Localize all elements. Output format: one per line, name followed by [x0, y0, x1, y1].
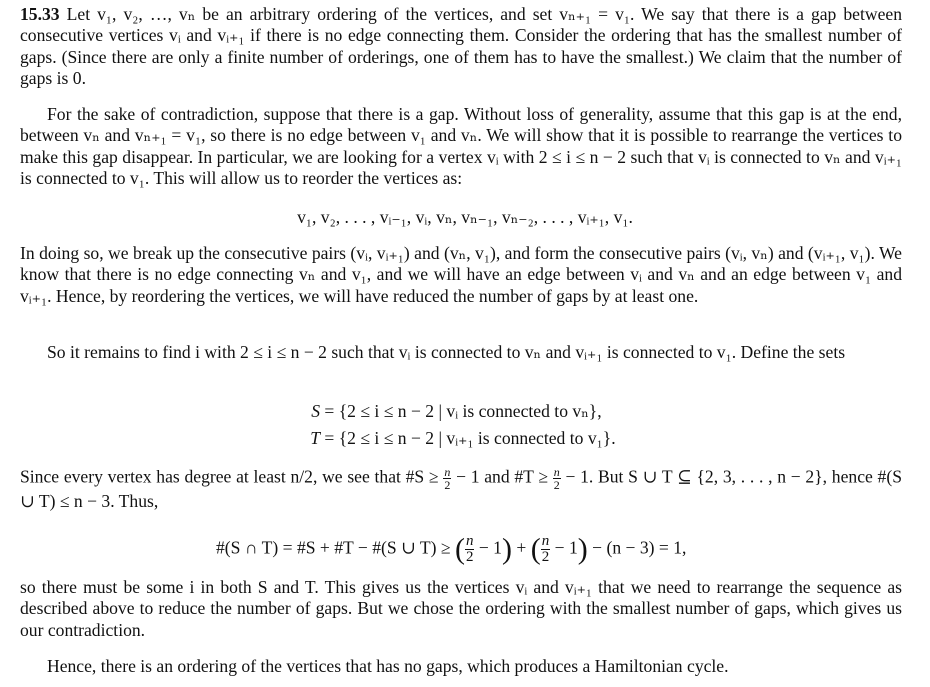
- fraction-n-over-2: [541, 534, 551, 565]
- paragraph-contradiction: For the sake of contradiction, suppose that there is a gap. Without loss of generality, assume that this gap is at the end, between vₙ and vₙ₊₁ = v₁, so there is no edge between v₁ and vₙ. We will show that it is possible to rearrange the vertices to make this gap disappear. In particular, we are looking for a vertex vᵢ with 2 ≤ i ≤ n − 2 such that vᵢ is connected to vₙ and vᵢ₊₁ is connected to v₁. This will allow us to reorder the vertices as:: [20, 104, 902, 189]
- fraction-numerator: n: [541, 533, 550, 549]
- fraction-numerator: n: [465, 533, 474, 549]
- fraction-numerator: n: [553, 465, 560, 479]
- fraction-denominator: 2: [444, 478, 451, 492]
- paragraph-break-pairs: In doing so, we break up the consecutive pairs (vᵢ, vᵢ₊₁) and (vₙ, v₁), and form the consecutive pairs (vᵢ, vₙ) and (vᵢ₊₁, v₁). We know that there is no edge connecting vₙ and v₁, and we will have an edge between vᵢ and vₙ and an edge between v₁ and vᵢ₊₁. Hence, by reordering the vertices, we will have reduced the number of gaps by at least one.: [20, 243, 902, 306]
- set-T-definition: [296, 428, 616, 449]
- set-S-definition: [296, 401, 602, 422]
- degree-bound-text-c: − 1. But S ∪ T ⊆ {2, 3, . . . , n − 2}, hence #(S ∪ T) ≤ n − 3. Thus,: [20, 466, 902, 511]
- right-paren: ): [501, 532, 512, 566]
- fraction-n-over-2: [553, 466, 561, 491]
- fraction-n-over-2: [465, 534, 475, 565]
- term1-tail: − 1: [478, 537, 502, 558]
- intersection-inequality: [216, 534, 686, 565]
- degree-bound-text-b: − 1 and #T ≥: [456, 466, 548, 487]
- set-T-body: = {2 ≤ i ≤ n − 2 | vᵢ₊₁ is connected to v₁}.: [324, 428, 616, 448]
- fraction-denominator: 2: [553, 478, 560, 492]
- reordered-sequence: v₁, v₂, . . . , vᵢ₋₁, vᵢ, vₙ, vₙ₋₁, vₙ₋₂, . . . , vᵢ₊₁, v₁.: [297, 207, 633, 227]
- paragraph-define-sets: So it remains to find i with 2 ≤ i ≤ n − 2 such that vᵢ is connected to vₙ and vᵢ₊₁ is connected to v₁. Define the sets: [47, 342, 846, 362]
- paragraph-intro-text: Let v₁, v₂, …, vₙ be an arbitrary ordering of the vertices, and set vₙ₊₁ = v₁. We say that there is a gap between consecutive vertices vᵢ and vᵢ₊₁ if there is no edge connecting them. Consider the ordering that has the smallest number of gaps. (Since there are only a finite number of orderings, one of them has to have the smallest.) We claim that the number of gaps is 0.: [20, 4, 902, 89]
- left-paren: (: [454, 532, 465, 566]
- set-T-symbol: T: [310, 428, 320, 448]
- fraction-numerator: n: [444, 465, 451, 479]
- inequality-lhs: #(S ∩ T) = #S + #T − #(S ∪ T) ≥: [216, 537, 451, 558]
- paragraph-intro: [20, 4, 902, 90]
- paragraph-final: Hence, there is an ordering of the vertices that has no gaps, which produces a Hamiltonian cycle.: [47, 656, 729, 676]
- right-paren: ): [577, 532, 588, 566]
- degree-bound-text-a: Since every vertex has degree at least n/2, we see that #S ≥: [20, 466, 439, 487]
- problem-number: 15.33: [20, 4, 60, 24]
- paragraph-conclusion: so there must be some i in both S and T. This gives us the vertices vᵢ and vᵢ₊₁ that we need to rearrange the sequence as described above to reduce the number of gaps. But we chose the ordering with the smallest number of gaps, which gives us our contradiction.: [20, 577, 902, 640]
- fraction-denominator: 2: [541, 549, 550, 565]
- plus-sign: +: [516, 537, 527, 558]
- term2-tail: − 1: [554, 537, 578, 558]
- inequality-rhs: − (n − 3) = 1,: [592, 537, 687, 558]
- set-S-symbol: S: [311, 401, 320, 421]
- set-S-body: = {2 ≤ i ≤ n − 2 | vᵢ is connected to vₙ},: [324, 401, 602, 421]
- fraction-n-over-2: [443, 466, 451, 491]
- fraction-denominator: 2: [465, 549, 474, 565]
- paragraph-degree-bound: [20, 466, 902, 512]
- left-paren: (: [530, 532, 541, 566]
